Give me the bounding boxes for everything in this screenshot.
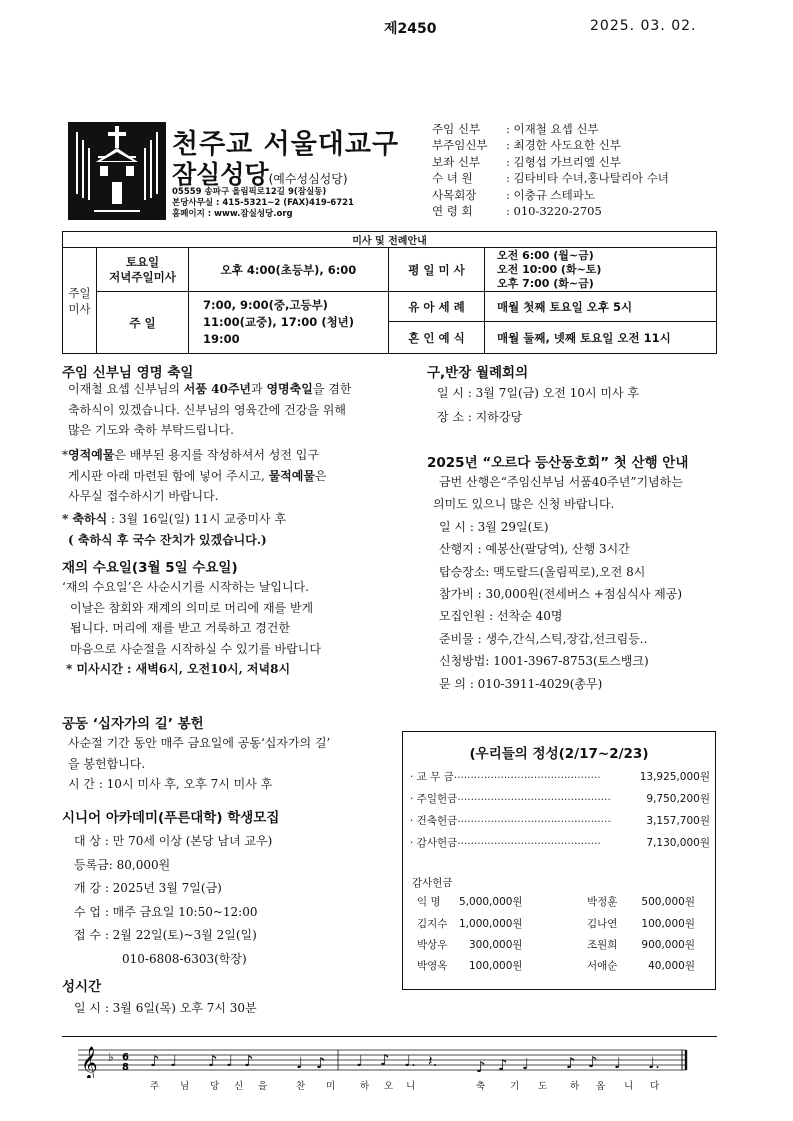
time-signature-top: 6 — [122, 1052, 129, 1063]
wedding-text: 매월 둘째, 넷째 토요일 오전 11시 — [485, 322, 717, 354]
staff-role: 수 녀 원 — [432, 171, 473, 186]
staff-row: 주임 신부 : 이재철 요셉 신부 — [432, 122, 599, 136]
donor-name: 익 명 — [417, 896, 441, 908]
lyric-syllable: 다 — [650, 1081, 660, 1092]
staff-row: 보좌 신부 : 김형섭 가브리엘 신부 — [432, 154, 621, 169]
staff-name: 이재철 요셉 신부 — [513, 122, 599, 136]
note-icon: ♪ — [244, 1052, 254, 1070]
ash-wednesday-notice: ‘재의 수요일’은 사순시기를 시작하는 날입니다. 이날은 참회와 재계의 의미로 머리에 재를 받게 됩니다. 머리에 재를 받고 거룩하고 경건한 마음으로 사순절을 시작하실 수 있기를 바랍니다 * 미사시간 : 새벽6시, 오전10시, 저녁8시 — [62, 580, 321, 676]
note-icon: ♪ — [588, 1053, 598, 1071]
section-title: 시니어 아카데미(푸른대학) 학생모집 — [62, 810, 280, 826]
staff-name: 010-3220-2705 — [513, 204, 602, 219]
church-title-line1: 천주교 서울대교구 — [172, 129, 400, 160]
sunday-time: 11:00(교중), 17:00 (청년) — [203, 315, 355, 329]
lyric-syllable: 축 — [476, 1081, 486, 1092]
way-of-cross-notice: 사순절 기간 동안 매주 금요일에 공동‘십자가의 길’ 을 봉헌합니다. 시 간 : 10시 미사 후, 오후 7시 미사 후 — [68, 736, 331, 791]
donor-amount: 900,000원 — [641, 939, 695, 951]
holy-hour-notice: 일 시 : 3월 6일(목) 오후 7시 30분 — [74, 1001, 257, 1015]
lyric-syllable: 주 — [150, 1081, 160, 1092]
lyric-syllable: 미 — [326, 1081, 336, 1092]
donor-name: 서애순 — [587, 960, 618, 972]
thanks-label: 감사헌금 — [412, 877, 453, 889]
staff-role: 보좌 신부 — [432, 154, 481, 169]
donor-amount: 5,000,000원 — [459, 896, 523, 908]
address: 05559 송파구 올림픽로12길 9(잠실동) — [172, 187, 327, 197]
sunday-time: 19:00 — [203, 332, 240, 346]
lyric-syllable: 찬 — [296, 1081, 306, 1092]
lyric-syllable: 도 — [538, 1081, 548, 1092]
rest-icon: 𝄽. — [428, 1052, 438, 1070]
baptism-label: 유 아 세 례 — [389, 292, 485, 322]
sunday-times — [189, 292, 389, 354]
offering-notice: *영적예물은 배부된 용지를 작성하셔서 성전 입구 게시판 아래 마련된 함에 넣어 주시고, 물적예물은 사무실 접수하시기 바랍니다. — [62, 448, 327, 503]
donor-amount: 100,000원 — [469, 960, 523, 972]
divider — [62, 1036, 717, 1037]
staff-role: 연 령 회 — [432, 204, 473, 219]
lyric-syllable: 기 — [510, 1081, 520, 1092]
music-staff — [78, 1044, 690, 1081]
phone: 본당사무실 : 415-5321~2 (FAX)419-6721 — [172, 198, 354, 208]
staff-row: 연 령 회 : 010-3220-2705 — [432, 204, 602, 219]
note-icon: ♩ — [522, 1055, 530, 1073]
lyric-syllable: 을 — [258, 1081, 268, 1092]
lyric-syllable: 오 — [384, 1081, 394, 1092]
staff-row: 사목회장 : 이충규 스테파노 — [432, 187, 595, 202]
note-icon: ♪ — [208, 1052, 218, 1070]
staff-role: 주임 신부 — [432, 122, 481, 136]
lyric-syllable: 니 — [406, 1081, 416, 1092]
note-icon: ♪ — [316, 1054, 326, 1072]
staff-row: 수 녀 원 : 김타비타 수녀,홍나탈리아 수녀 — [432, 171, 669, 186]
section-title: 2025년 “오르다 등산동호회” 첫 산행 안내 — [427, 455, 689, 471]
offering-row: · 감사헌금 ........................................... 7,130,000원 — [410, 835, 710, 849]
note-icon: ♪ — [498, 1056, 508, 1074]
meeting-notice: 일 시 : 3월 7일(금) 오전 10시 미사 후 장 소 : 지하강당 — [437, 386, 639, 424]
celebration-notice: * 축하식 : 3월 16일(일) 11시 교중미사 후 ( 축하식 후 국수 잔치가 있겠습니다.) — [62, 512, 287, 547]
lyric-syllable: 하 — [360, 1081, 370, 1092]
lyric-syllable: 하 — [570, 1081, 580, 1092]
offering-row: · 건축헌금 .............................................. 3,157,700원 — [410, 813, 710, 827]
note-icon: ♪ — [380, 1051, 390, 1069]
lyric-syllable: 옵 — [596, 1081, 606, 1092]
weekday-time: 오전 10:00 (화~토) — [497, 262, 602, 276]
donor-name: 박상우 — [417, 939, 448, 951]
note-icon: ♩ — [226, 1052, 234, 1070]
staff-role: 부주임신부 — [432, 138, 488, 153]
weekday-time: 오전 6:00 (월~금) — [497, 248, 594, 262]
donor-name: 조원희 — [587, 939, 618, 951]
time-signature-bottom: 8 — [122, 1062, 129, 1073]
issue-date: 2025. 03. 02. — [590, 18, 697, 34]
donor-amount: 300,000원 — [469, 939, 523, 951]
issue-number: 제2450 — [384, 21, 437, 37]
senior-academy-notice: 대 상 : 만 70세 이상 (본당 남녀 교우) 등록금: 80,000원 개 강 : 2025년 3월 7일(금) 수 업 : 매주 금요일 10:50~12:00 접 수 : 2월 22일(토)~3월 2일(일) 010-6808-6303(학장) — [74, 834, 273, 966]
staff-name: 최경한 사도요한 신부 — [513, 138, 621, 153]
note-icon: ♩ — [296, 1054, 304, 1072]
staff-row: 부주임신부 : 최경한 사도요한 신부 — [432, 138, 621, 153]
wedding-label: 혼 인 예 식 — [389, 322, 485, 354]
staff-name: 이충규 스테파노 — [513, 187, 595, 202]
church-logo — [68, 122, 166, 220]
saturday-times: 오후 4:00(초등부), 6:00 — [189, 248, 389, 292]
church-subtitle: (예수성심성당) — [268, 172, 348, 186]
mass-table-caption: 미사 및 전례안내 — [63, 232, 717, 248]
church-name: 잠실성당 — [172, 160, 269, 189]
offering-title: (우리들의 정성(2/17~2/23) — [469, 746, 649, 762]
section-title: 성시간 — [62, 979, 102, 995]
staff-name: 김형섭 가브리엘 신부 — [513, 154, 621, 169]
note-icon: ♩ — [614, 1054, 622, 1072]
feast-notice: 이재철 요셉 신부님의 서품 40주년과 영명축일을 겸한 축하식이 있겠습니다. 신부님의 영육간에 건강을 위해 많은 기도와 축하 부탁드립니다. — [68, 382, 352, 437]
donor-amount: 100,000원 — [641, 918, 695, 930]
staff-list — [432, 121, 669, 219]
church-title-line2 — [172, 155, 348, 191]
flat-icon: ♭ — [108, 1050, 114, 1064]
sunday-label: 주 일 — [97, 292, 189, 354]
lyric-syllable: 신 — [234, 1081, 244, 1092]
donor-name: 박정훈 — [587, 896, 618, 908]
mass-schedule-table — [62, 231, 717, 354]
section-title: 재의 수요일(3월 5일 수요일) — [62, 560, 238, 576]
treble-clef-icon: 𝄞 — [81, 1046, 98, 1078]
sunday-mass-label: 주일 미사 — [63, 248, 97, 354]
offering-row: · 교 무 금 ............................................ 13,925,000원 — [410, 769, 710, 783]
saturday-label: 토요일 저녁주일미사 — [97, 248, 189, 292]
donor-name: 김나연 — [587, 918, 618, 930]
section-title: 공동 ‘십자가의 길’ 봉헌 — [62, 716, 204, 732]
weekday-time: 오후 7:00 (화~금) — [497, 276, 594, 290]
lyric-syllable: 니 — [624, 1081, 634, 1092]
lyric-syllable: 님 — [180, 1081, 190, 1092]
offering-summary-box — [402, 731, 716, 990]
weekday-times — [485, 248, 717, 292]
note-icon: ♪ — [476, 1058, 486, 1076]
donor-amount: 500,000원 — [641, 896, 695, 908]
note-icon: ♪ — [566, 1054, 576, 1072]
donor-name: 김지수 — [417, 918, 448, 930]
note-icon: ♩ — [170, 1052, 178, 1070]
donor-amount: 1,000,000원 — [459, 918, 523, 930]
section-title: 구,반장 월례회의 — [427, 365, 529, 381]
donor-amount: 40,000원 — [648, 960, 695, 972]
staff-role: 사목회장 — [432, 187, 477, 202]
hiking-notice: 금번 산행은“주임신부님 서품40주년”기념하는 의미도 있으니 많은 신청 바랍니다. 일 시 : 3월 29일(토) 산행지 : 예봉산(팔당역), 산행 3시간 탑승장소: 맥도랄드(올림픽로),오전 8시 참가비 : 30,000원(전세버스 +점심식사 제공) 모집인원 : 선착순 40명 준비물 : 생수,간식,스틱,장갑,선크림등.. 신청방법: 1001-3967-8753(토스뱅크) 문 의 : 010-3911-4029(총무) — [433, 475, 683, 691]
church-contact — [172, 187, 354, 220]
baptism-text: 매월 첫째 토요일 오후 5시 — [485, 292, 717, 322]
note-icon: ♩. — [404, 1052, 416, 1070]
note-icon: ♩ — [356, 1052, 364, 1070]
donor-name: 박영옥 — [417, 960, 448, 972]
homepage: 홈페이지 : www.잠실성당.org — [172, 209, 293, 219]
offering-row: · 주일헌금 .............................................. 9,750,200원 — [410, 791, 710, 805]
weekday-label: 평 일 미 사 — [389, 248, 485, 292]
sunday-time: 7:00, 9:00(중,고등부) — [203, 298, 328, 312]
lyric-syllable: 당 — [210, 1081, 220, 1092]
note-icon: ♪ — [150, 1052, 160, 1070]
staff-name: 김타비타 수녀,홍나탈리아 수녀 — [513, 171, 669, 186]
note-icon: ♩. — [648, 1054, 660, 1072]
section-title: 주임 신부님 영명 축일 — [62, 365, 194, 381]
